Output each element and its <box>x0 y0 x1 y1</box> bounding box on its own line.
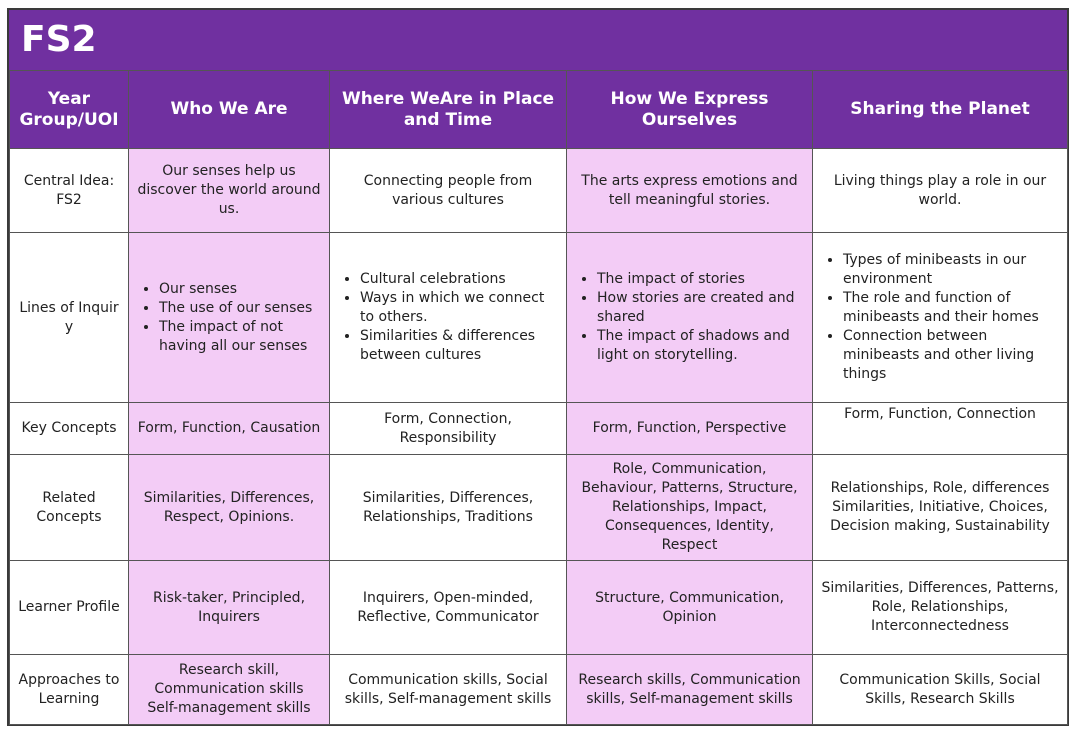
central-idea-cell: The arts express emotions and tell meaningful stories. <box>567 149 813 233</box>
related-concepts-cell: Similarities, Differences, Relationships, Traditions <box>330 455 567 561</box>
page-title: FS2 <box>9 10 1067 70</box>
inquiry-list <box>821 251 1059 384</box>
inquiry-list <box>575 270 804 365</box>
inquiry-list <box>338 270 558 365</box>
list-item: • The use of our senses <box>159 299 321 318</box>
list-item: • The role and function of minibeasts and their homes <box>843 289 1059 327</box>
lines-of-inquiry-cell <box>330 233 567 403</box>
lines-of-inquiry-cell <box>813 233 1068 403</box>
list-item: • The impact of stories <box>597 270 804 289</box>
learner-profile-cell: Structure, Communication, Opinion <box>567 561 813 655</box>
lines-of-inquiry-cell <box>567 233 813 403</box>
header-sharing-planet: Sharing the Planet <box>813 71 1068 149</box>
list-item: • Similarities & differences between cultures <box>360 327 558 365</box>
row-label-key-concepts: Key Concepts <box>10 403 129 455</box>
row-label-related-concepts: Related Concepts <box>10 455 129 561</box>
central-idea-cell: Connecting people from various cultures <box>330 149 567 233</box>
approaches-cell: Communication Skills, Social Skills, Research Skills <box>813 655 1068 725</box>
related-concepts-cell: Relationships, Role, differences Similarities, Initiative, Choices, Decision making, Sustainability <box>813 455 1068 561</box>
key-concepts-cell: Form, Connection, Responsibility <box>330 403 567 455</box>
approaches-cell: Communication skills, Social skills, Self-management skills <box>330 655 567 725</box>
learner-profile-cell: Risk-taker, Principled, Inquirers <box>129 561 330 655</box>
lines-of-inquiry-row <box>10 233 1068 403</box>
header-year-group: Year Group/UOI <box>10 71 129 149</box>
key-concepts-cell: Form, Function, Perspective <box>567 403 813 455</box>
list-item: • Ways in which we connect to others. <box>360 289 558 327</box>
list-item: • Cultural celebrations <box>360 270 558 289</box>
list-item: • How stories are created and shared <box>597 289 804 327</box>
central-idea-cell: Our senses help us discover the world around us. <box>129 149 330 233</box>
key-concepts-cell: Form, Function, Causation <box>129 403 330 455</box>
header-who-we-are: Who We Are <box>129 71 330 149</box>
row-label-approaches-to-learning: Approaches to Learning <box>10 655 129 725</box>
fs2-planner <box>7 8 1069 726</box>
learner-profile-cell: Inquirers, Open-minded, Reflective, Communicator <box>330 561 567 655</box>
list-item: • Types of minibeasts in our environment <box>843 251 1059 289</box>
header-row <box>10 71 1068 149</box>
list-item: • The impact of not having all our senses <box>159 318 321 356</box>
approaches-cell: Research skill, Communication skills Self-management skills <box>129 655 330 725</box>
inquiry-list <box>137 280 321 356</box>
approaches-cell: Research skills, Communication skills, Self-management skills <box>567 655 813 725</box>
list-item: • Our senses <box>159 280 321 299</box>
list-item: • The impact of shadows and light on storytelling. <box>597 327 804 365</box>
row-label-learner-profile: Learner Profile <box>10 561 129 655</box>
list-item: • Connection between minibeasts and other living things <box>843 327 1059 384</box>
central-idea-cell: Living things play a role in our world. <box>813 149 1068 233</box>
header-where-we-are: Where WeAre in Place and Time <box>330 71 567 149</box>
related-concepts-cell: Similarities, Differences, Respect, Opinions. <box>129 455 330 561</box>
related-concepts-row <box>10 455 1068 561</box>
learner-profile-cell: Similarities, Differences, Patterns, Role, Relationships, Interconnectedness <box>813 561 1068 655</box>
key-concepts-row <box>10 403 1068 455</box>
row-label-lines-of-inquiry: Lines of Inquir y <box>10 233 129 403</box>
central-idea-row <box>10 149 1068 233</box>
learner-profile-row <box>10 561 1068 655</box>
approaches-to-learning-row <box>10 655 1068 725</box>
uoi-table <box>9 70 1068 725</box>
related-concepts-cell: Role, Communication, Behaviour, Patterns, Structure, Relationships, Impact, Consequences, Identity, Respect <box>567 455 813 561</box>
lines-of-inquiry-cell <box>129 233 330 403</box>
key-concepts-cell: Form, Function, Connection <box>813 403 1068 455</box>
row-label-central-idea: Central Idea: FS2 <box>10 149 129 233</box>
header-how-we-express: How We Express Ourselves <box>567 71 813 149</box>
